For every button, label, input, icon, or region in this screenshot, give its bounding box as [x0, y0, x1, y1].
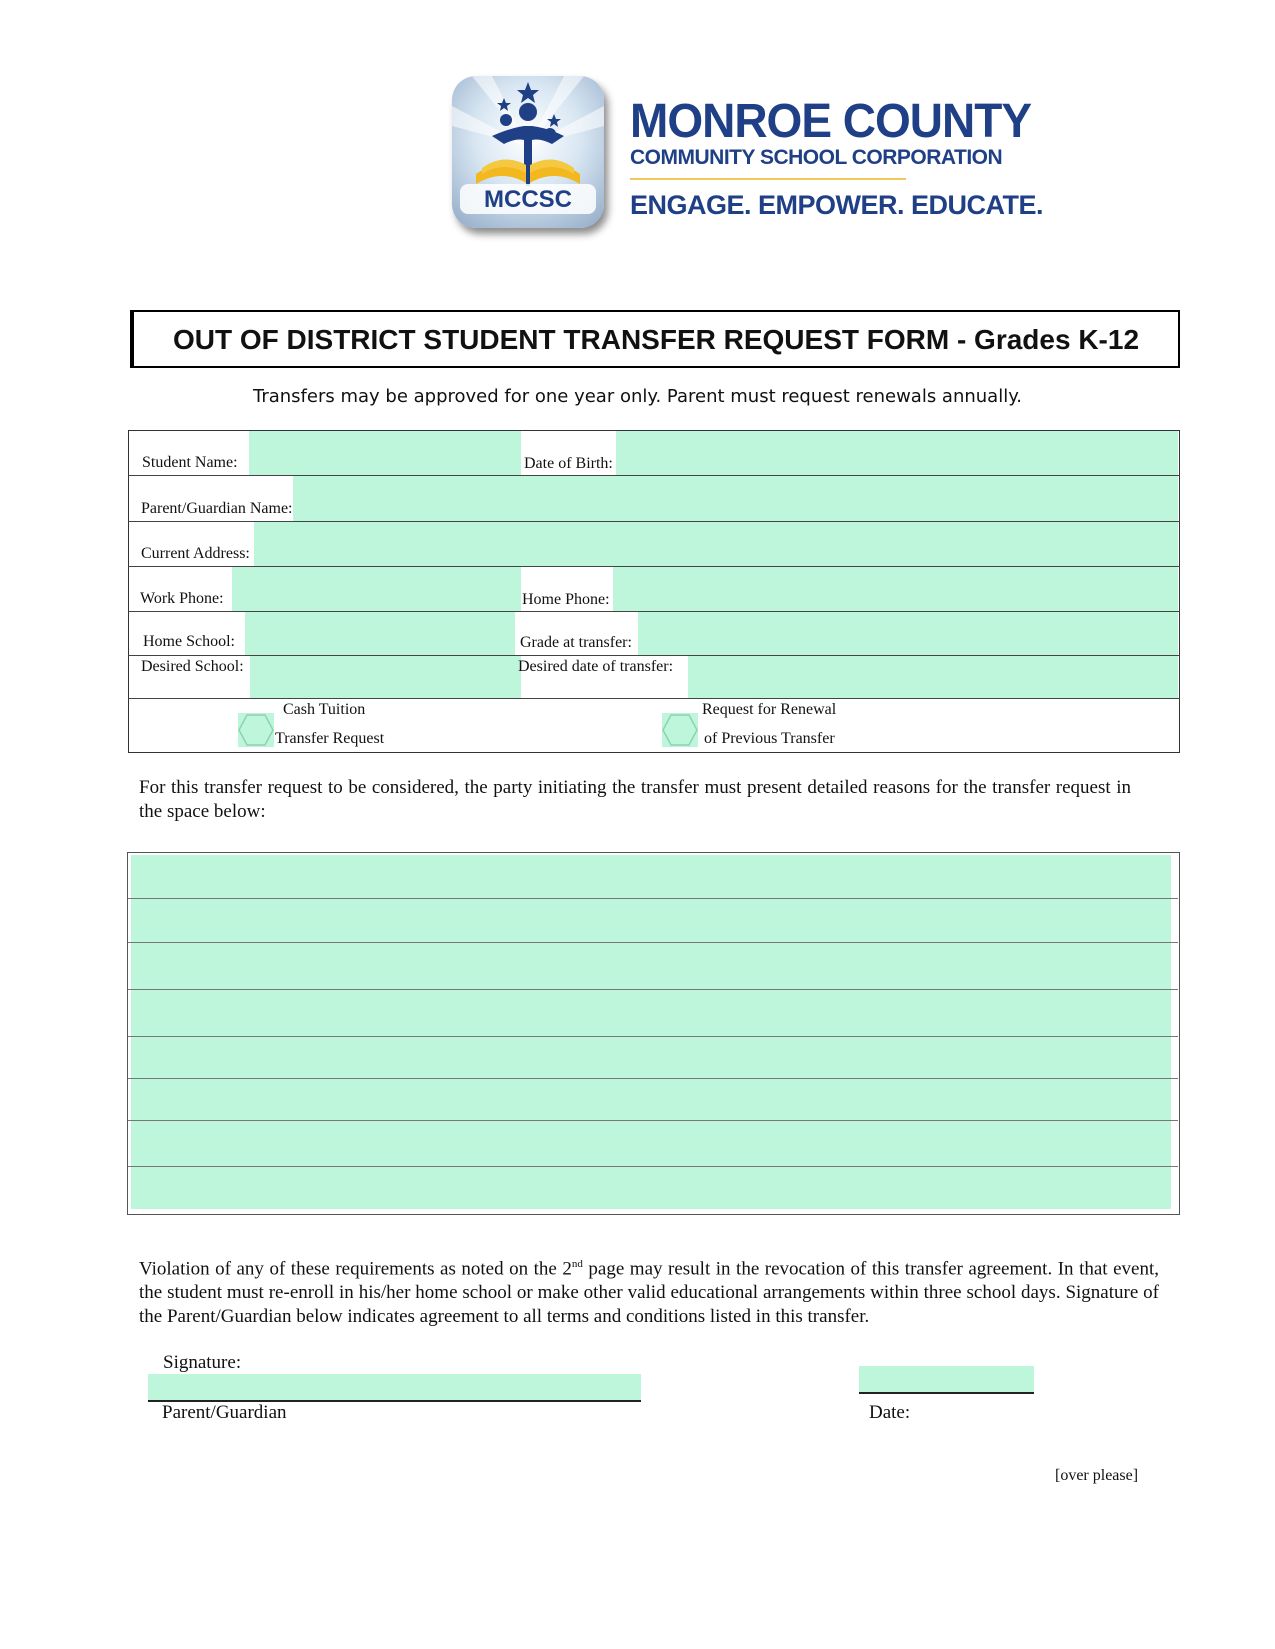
- parent-guardian-name-input[interactable]: [293, 476, 1178, 521]
- work-phone-input[interactable]: [232, 567, 521, 611]
- signature-input[interactable]: [148, 1374, 641, 1400]
- parent-guardian-name-label: Parent/Guardian Name:: [141, 500, 293, 517]
- renewal-radio[interactable]: [662, 713, 698, 747]
- mccsc-logo-icon: [452, 76, 604, 228]
- cash-tuition-radio[interactable]: [238, 713, 274, 747]
- home-phone-input[interactable]: [613, 567, 1178, 611]
- svg-text:MCCSC: MCCSC: [484, 186, 572, 213]
- home-school-label: Home School:: [143, 633, 235, 650]
- desired-date-input[interactable]: [688, 656, 1178, 698]
- home-school-input[interactable]: [245, 612, 515, 655]
- reasons-rule: [128, 989, 1178, 990]
- violation-text-2: page may result in the revocation of this transfer agreement. In that event, the student must re-enroll in his/her home school or make other valid educational arrangements within three school days. Signature of the Parent/Guardian below indicates agreement to all terms and conditions listed in this transfer.: [139, 1258, 1159, 1328]
- home-phone-label: Home Phone:: [522, 591, 610, 608]
- reasons-textarea[interactable]: [131, 855, 1171, 1209]
- violation-text-1: Violation of any of these requirements as noted on the 2: [139, 1258, 572, 1280]
- reasons-instruction: For this transfer request to be considered, the party initiating the transfer must present detailed reasons for the transfer request in the space below:: [139, 777, 1131, 822]
- logo-emblem-icon: [452, 76, 604, 228]
- desired-school-label: Desired School:: [141, 658, 244, 675]
- reasons-rule: [128, 1078, 1178, 1079]
- over-please-note: [over please]: [1055, 1467, 1139, 1484]
- desired-date-label: Desired date of transfer:: [518, 658, 674, 675]
- form-title: OUT OF DISTRICT STUDENT TRANSFER REQUEST FORM - Grades K-12: [172, 324, 1140, 355]
- date-label: Date:: [869, 1402, 911, 1423]
- reasons-rule: [128, 898, 1178, 899]
- reasons-rule: [128, 1166, 1178, 1167]
- current-address-label: Current Address:: [141, 545, 250, 562]
- parent-guardian-label: Parent/Guardian: [162, 1402, 287, 1423]
- signature-label: Signature:: [163, 1352, 242, 1373]
- violation-paragraph: [139, 1252, 1159, 1329]
- hexagon-radio-icon: [238, 713, 274, 747]
- violation-superscript: nd: [571, 1258, 583, 1270]
- table-divider: [128, 698, 1180, 699]
- renewal-label-2: of Previous Transfer: [704, 730, 835, 747]
- grade-at-transfer-input[interactable]: [638, 612, 1178, 655]
- logo-line-2: COMMUNITY SCHOOL CORPORATION: [630, 146, 1003, 169]
- hexagon-radio-icon: [662, 713, 698, 747]
- logo-divider: [630, 178, 906, 180]
- form-subtitle: Transfers may be approved for one year only. Parent must request renewals annually.: [252, 386, 1023, 407]
- work-phone-label: Work Phone:: [140, 590, 224, 607]
- reasons-rule: [128, 942, 1178, 943]
- form-title-box: [130, 310, 1180, 368]
- student-name-label: Student Name:: [142, 454, 238, 471]
- cash-tuition-label-1: Cash Tuition: [283, 701, 366, 718]
- date-of-birth-input[interactable]: [616, 431, 1178, 475]
- desired-school-input[interactable]: [250, 656, 521, 698]
- date-input[interactable]: [859, 1366, 1034, 1392]
- student-name-input[interactable]: [249, 431, 521, 475]
- date-line: [859, 1392, 1034, 1394]
- reasons-rule: [128, 1120, 1178, 1121]
- logo-tagline: ENGAGE. EMPOWER. EDUCATE.: [630, 190, 1044, 220]
- current-address-input[interactable]: [254, 522, 1178, 566]
- cash-tuition-label-2: Transfer Request: [275, 730, 385, 747]
- reasons-rule: [128, 1036, 1178, 1037]
- logo-line-1: MONROE COUNTY: [630, 93, 1031, 148]
- grade-at-transfer-label: Grade at transfer:: [520, 634, 632, 651]
- date-of-birth-label: Date of Birth:: [524, 455, 613, 472]
- renewal-label-1: Request for Renewal: [702, 701, 837, 718]
